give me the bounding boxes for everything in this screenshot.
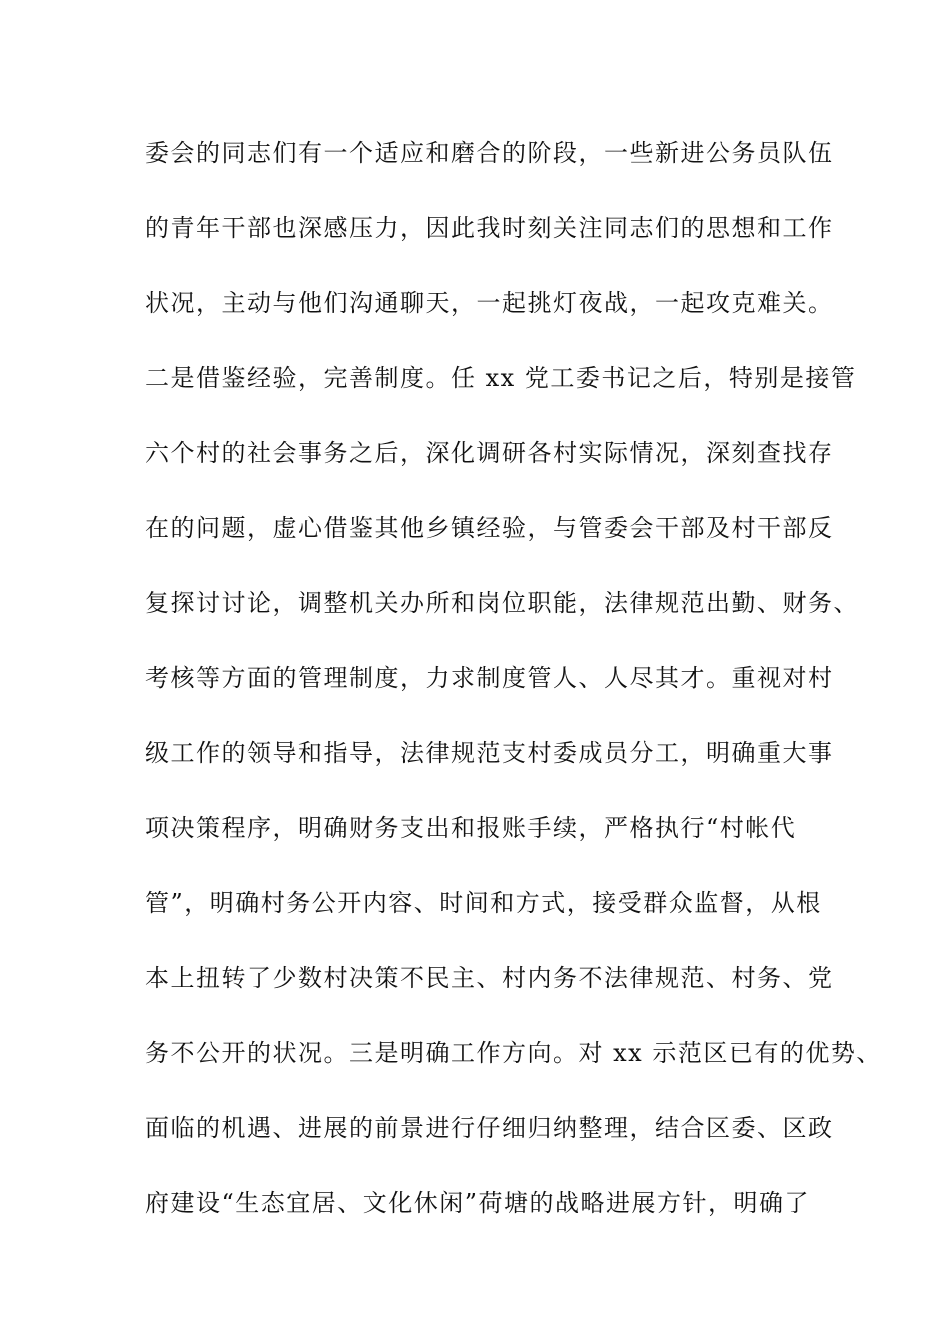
- text-line-5: 六个村的社会事务之后，深化调研各村实际情况，深刻查找存: [145, 439, 834, 467]
- text-line-6: 在的问题，虚心借鉴其他乡镇经验，与管委会干部及村干部反: [145, 514, 834, 542]
- text-line-1: 委会的同志们有一个适应和磨合的阶段，一些新进公务员队伍: [145, 139, 834, 167]
- text-line-8: 考核等方面的管理制度，力求制度管人、人尽其才。重视对村: [145, 664, 834, 692]
- text-line-11: 管”，明确村务公开内容、时间和方式，接受群众监督，从根: [145, 889, 822, 917]
- text-line-9: 级工作的领导和指导，法律规范支村委成员分工，明确重大事: [145, 739, 834, 767]
- text-line-13: 务不公开的状况。三是明确工作方向。对 xx 示范区已有的优势、: [145, 1039, 882, 1067]
- text-line-15: 府建设“生态宜居、文化休闲”荷塘的战略进展方针，明确了: [145, 1189, 811, 1217]
- text-line-3: 状况，主动与他们沟通聊天，一起挑灯夜战，一起攻克难关。: [145, 289, 834, 317]
- text-line-12: 本上扭转了少数村决策不民主、村内务不法律规范、村务、党: [145, 964, 834, 992]
- text-line-10: 项决策程序，明确财务支出和报账手续，严格执行“村帐代: [145, 814, 797, 842]
- text-line-4: 二是借鉴经验，完善制度。任 xx 党工委书记之后，特别是接管: [145, 364, 857, 392]
- body-text: [145, 127, 882, 1252]
- text-line-14: 面临的机遇、进展的前景进行仔细归纳整理，结合区委、区政: [145, 1114, 834, 1142]
- text-line-2: 的青年干部也深感压力，因此我时刻关注同志们的思想和工作: [145, 214, 834, 242]
- text-line-7: 复探讨讨论，调整机关办所和岗位职能，法律规范出勤、财务、: [145, 589, 859, 617]
